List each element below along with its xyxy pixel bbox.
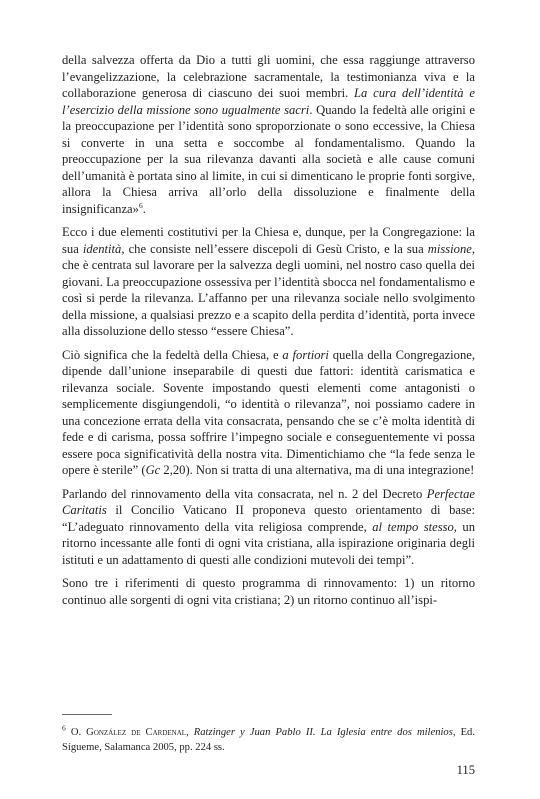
- paragraph-4: Parlando del rinnovamento della vita consacrata, nel n. 2 del Decreto Perfectae Caritatis il Concilio Vaticano II proponeva questo orientamento di base: “L’adeguato rinnovamento della vita religiosa comprende, al tempo stesso, un ritorno incessante alle fonti di ogni vita cristiana, alla ispirazione originaria degli istituti e un adattamento di questi alle condizioni mutevoli dei tempi”.: [62, 486, 475, 567]
- footnote-ref: 6: [138, 200, 143, 210]
- page-number: 115: [456, 763, 475, 777]
- footnote-title: Ratzinger y Juan Pablo II. La Iglesia entre dos milenios: [193, 727, 453, 738]
- body-text: [62, 52, 475, 615]
- paragraph-1: della salvezza offerta da Dio a tutti gli uomini, che essa raggiunge attraverso l’evangelizzazione, la celebrazione sacramentale, la testimonianza viva e la collaborazione generosa di ciascuno dei suoi membri. La cura dell’identità e l’esercizio della missione sono ugualmente sacri. Quando la fedeltà alle origini e la preoccupazione per l’identità sono sproporzionate o sono eccessive, la Chiesa si converte in una setta e soccombe al fondamentalismo. Quando la preoccupazione per la sua rilevanza davanti alla società e alle cause comuni dell’umanità è portata sino al limite, in cui si dimenticano le proprie fonti sorgive, allora la Chiesa arriva all’orlo della dissoluzione e finalmente della insignificanza»$^6$.: [62, 53, 476, 216]
- paragraph-3: Ciò significa che la fedeltà della Chiesa, e a fortiori quella della Congregazione, dipende dall’unione inseparabile di questi due fattori: identità carismatica e rilevanza sociale. Sovente impostando questi elementi come antagonisti o semplicemente disgiungendoli, “o identità o rilevanza”, noi possiamo cadere in una concezione errata della vita consacrata, pensando che se c’è molta identità di fede e di carisma, possa soffrire l’impegno sociale e conseguentemente vi possa essere poca significatività della nostra vita. Dimentichiamo che “la fede senza le opere è sterile” (Gc 2,20). Non si tratta di una alternativa, ma di una integrazione!: [62, 347, 475, 477]
- paragraph-5: Sono tre i riferimenti di questo programma di rinnovamento: 1) un ritorno continuo alle sorgenti di ogni vita cristiana; 2) un ritorno continuo all’ispi-: [62, 576, 475, 607]
- paragraph-2: Ecco i due elementi costitutivi per la Chiesa e, dunque, per la Congregazione: la sua identità, che consiste nell’essere discepoli di Gesù Cristo, e la sua missione, che è centrata sul lavorare per la salvezza degli uomini, nel nostro caso quella dei giovani. La preoccupazione ossessiva per l’identità sbocca nel fondamentalismo e così si perde la rilevanza. L’affanno per una rilevanza sociale nello svolgimento della missione, a qualsiasi prezzo e a scapito della perdita d’identità, porta invece alla dissoluzione dello stesso “essere Chiesa”.: [62, 225, 476, 338]
- footnote-author: O. González de Cardenal: [70, 727, 187, 738]
- footnote: $^6$ O. González de Cardenal, Ratzinger y Juan Pablo II. La Iglesia entre dos milenios, Ed. Sígueme, Salamanca 2005, pp. 224 ss.: [62, 723, 475, 753]
- footnote-divider: [62, 714, 112, 715]
- footnote-number: 6: [62, 723, 66, 733]
